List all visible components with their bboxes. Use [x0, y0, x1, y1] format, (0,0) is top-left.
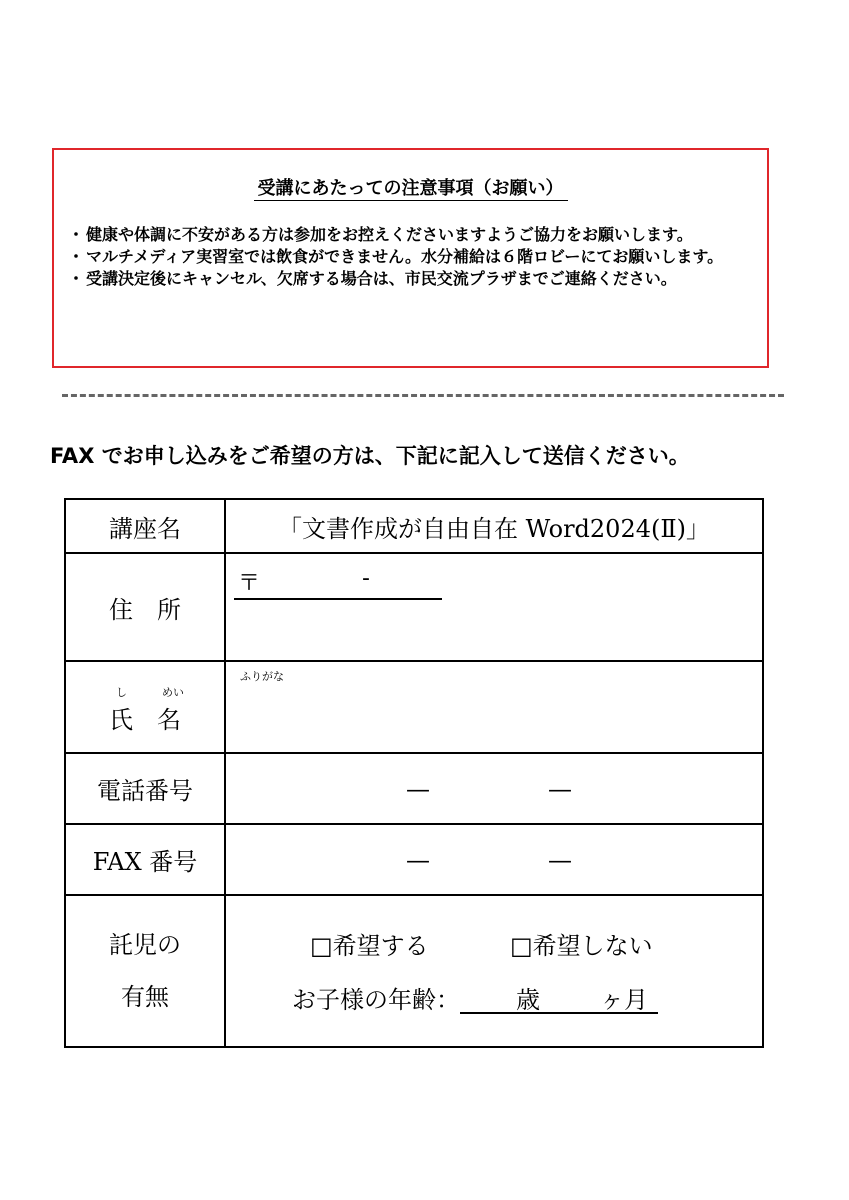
phone-field[interactable]	[225, 753, 763, 824]
notice-title: 受講にあたっての注意事項（お願い）	[54, 174, 767, 200]
phone-label: 電話番号	[65, 753, 225, 824]
fax-field[interactable]	[225, 824, 763, 895]
phone-row	[65, 753, 763, 824]
ruby-mei: めい	[162, 686, 184, 699]
childcare-label: 託児の 有無	[65, 895, 225, 1047]
fax-instruction: FAX でお申し込みをご希望の方は、下記に記入して送信ください。	[50, 444, 690, 468]
fax-separator: —	[548, 845, 572, 874]
fax-separator: —	[406, 845, 430, 874]
address-row	[65, 553, 763, 661]
childcare-no-checkbox[interactable]: □希望しない	[510, 932, 653, 960]
notice-item: ・ マルチメディア実習室では飲食ができません。水分補給は６階ロビーにてお願いします。	[68, 246, 759, 268]
fax-row	[65, 824, 763, 895]
course-row	[65, 499, 763, 553]
name-label-cell	[65, 661, 225, 753]
notice-box	[52, 148, 769, 368]
childcare-yes-checkbox[interactable]: □希望する	[310, 932, 429, 960]
furigana-label: ふりがな	[240, 670, 284, 683]
course-label: 講座名	[65, 499, 225, 553]
name-row	[65, 661, 763, 753]
fax-label: FAX 番号	[65, 824, 225, 895]
child-age-field[interactable]	[460, 980, 658, 1014]
phone-separator: —	[548, 774, 572, 803]
name-label: 氏 名	[109, 706, 181, 734]
child-age-line	[292, 980, 658, 1015]
course-name: 「文書作成が自由自在 Word2024(Ⅱ)」	[225, 499, 763, 553]
childcare-row	[65, 895, 763, 1047]
age-month-unit: ヶ月	[600, 986, 648, 1014]
cut-line-divider	[62, 394, 784, 397]
address-label: 住 所	[65, 553, 225, 661]
name-field[interactable]	[225, 661, 763, 753]
postal-separator: -	[362, 566, 370, 591]
address-field[interactable]	[225, 553, 763, 661]
childcare-options	[310, 926, 653, 961]
notice-item: ・ 健康や体調に不安がある方は参加をお控えくださいますようご協力をお願いします。	[68, 224, 759, 246]
notice-list	[68, 224, 759, 290]
child-age-label: お子様の年齢：	[292, 986, 460, 1014]
application-form	[64, 498, 764, 1048]
postal-code-field[interactable]	[234, 566, 442, 600]
notice-item: ・ 受講決定後にキャンセル、欠席する場合は、市民交流プラザまでご連絡ください。	[68, 268, 759, 290]
childcare-field	[225, 895, 763, 1047]
age-year-unit: 歳	[516, 986, 540, 1014]
ruby-shi: し	[116, 686, 127, 699]
postal-mark: 〒	[238, 571, 261, 596]
phone-separator: —	[406, 774, 430, 803]
